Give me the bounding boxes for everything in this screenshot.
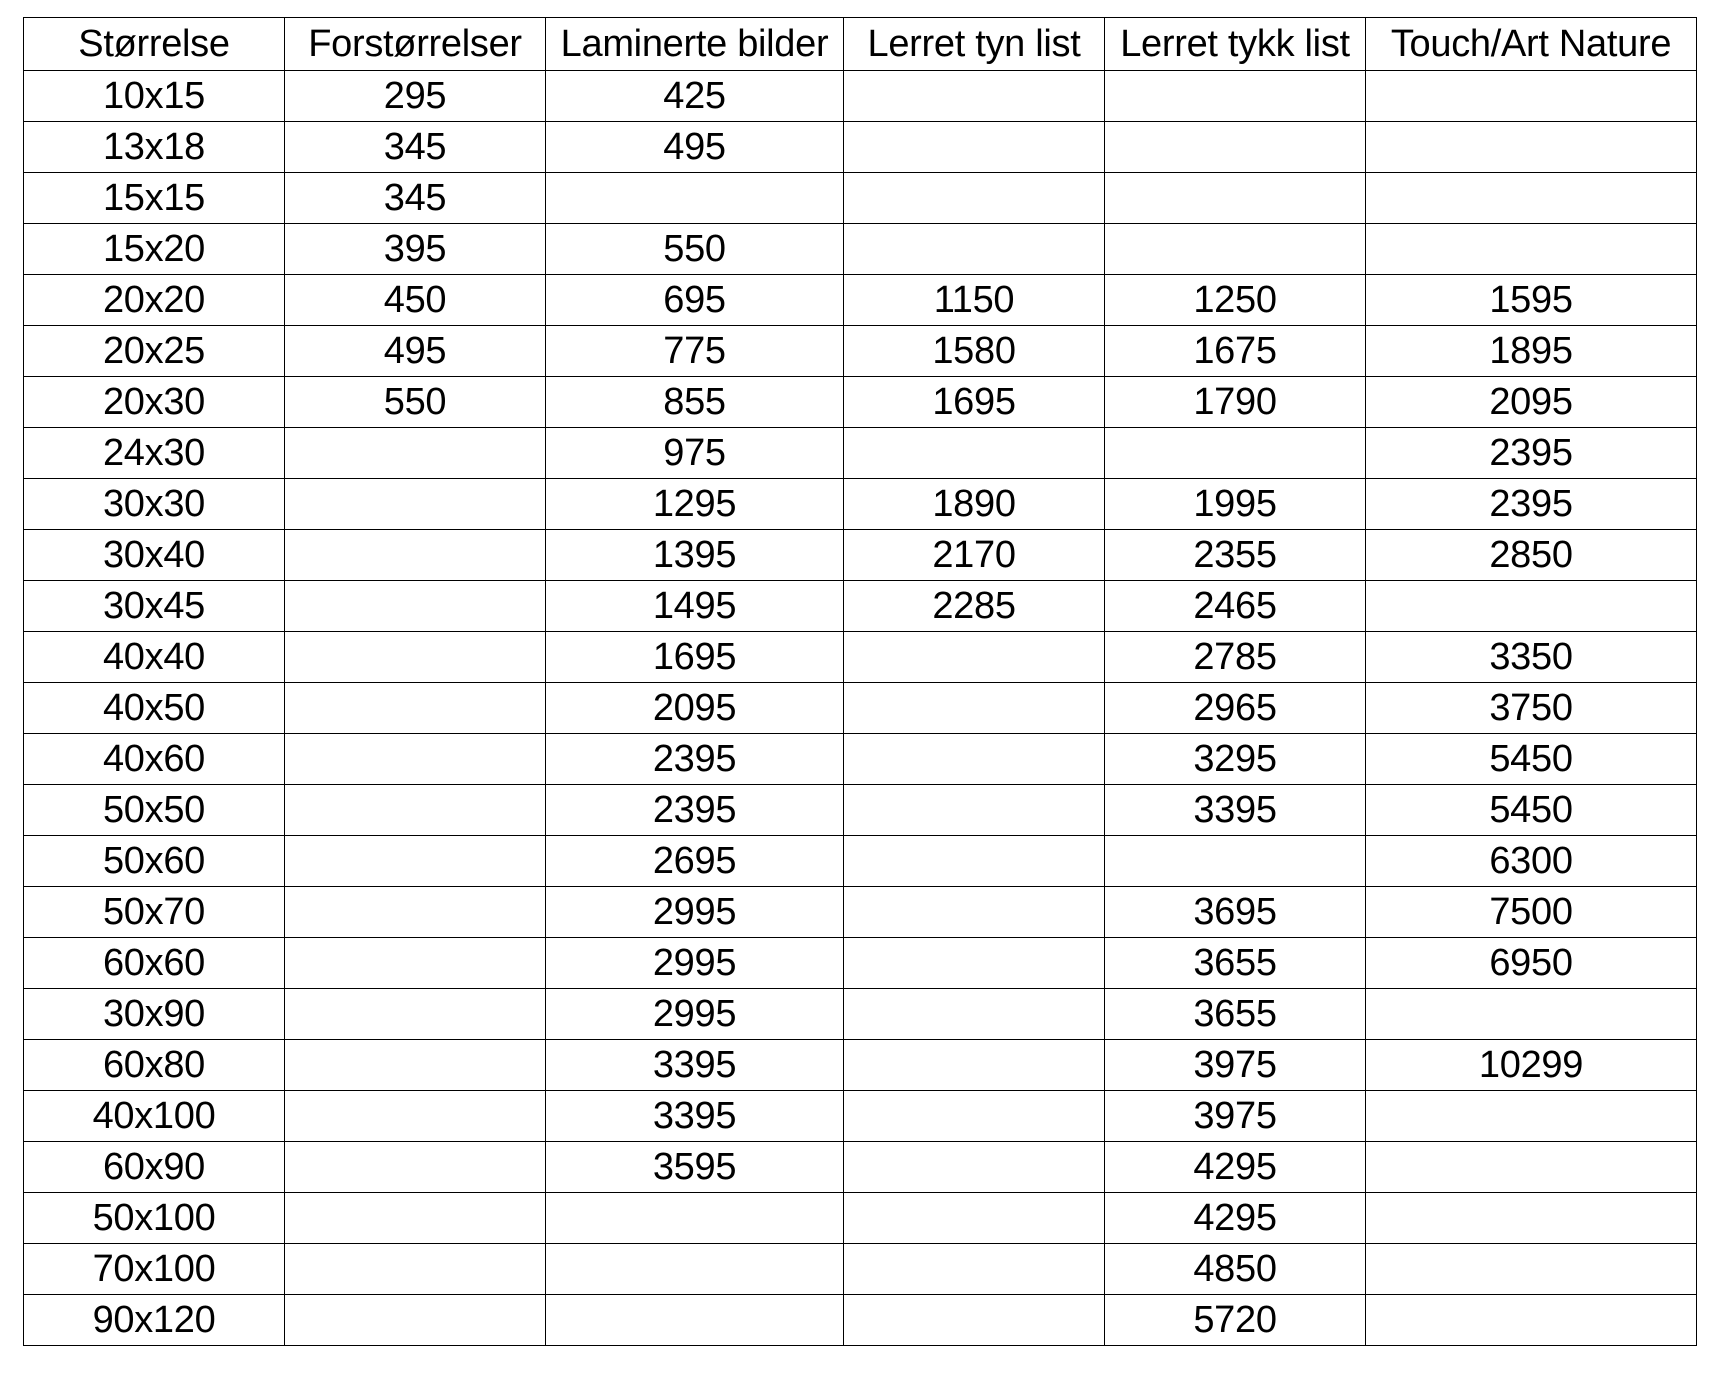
table-row: [24, 989, 1697, 1040]
touch-art-price-cell: 2395: [1366, 479, 1697, 530]
touch-art-price-cell: [1366, 173, 1697, 224]
canvas-thick-price-cell: 3695: [1105, 887, 1366, 938]
touch-art-price-cell: [1366, 1091, 1697, 1142]
canvas-thin-price-cell: 2170: [844, 530, 1105, 581]
table-row: [24, 1142, 1697, 1193]
laminated-price-cell: 3595: [546, 1142, 844, 1193]
size-cell: 15x15: [24, 173, 285, 224]
touch-art-price-cell: 3350: [1366, 632, 1697, 683]
enlargement-price-cell: 295: [285, 71, 546, 122]
touch-art-price-cell: 1895: [1366, 326, 1697, 377]
touch-art-price-cell: [1366, 1142, 1697, 1193]
canvas-thick-price-cell: 2965: [1105, 683, 1366, 734]
header-touch-art: Touch/Art Nature: [1366, 18, 1697, 71]
size-cell: 10x15: [24, 71, 285, 122]
canvas-thin-price-cell: 1580: [844, 326, 1105, 377]
size-cell: 50x70: [24, 887, 285, 938]
enlargement-price-cell: [285, 581, 546, 632]
canvas-thick-price-cell: 3295: [1105, 734, 1366, 785]
canvas-thin-price-cell: [844, 173, 1105, 224]
canvas-thin-price-cell: [844, 1142, 1105, 1193]
size-cell: 40x40: [24, 632, 285, 683]
canvas-thin-price-cell: [844, 836, 1105, 887]
size-cell: 90x120: [24, 1295, 285, 1346]
table-row: [24, 734, 1697, 785]
canvas-thin-price-cell: 2285: [844, 581, 1105, 632]
canvas-thin-price-cell: [844, 887, 1105, 938]
canvas-thick-price-cell: 4295: [1105, 1193, 1366, 1244]
table-row: [24, 224, 1697, 275]
table-row: [24, 377, 1697, 428]
canvas-thick-price-cell: [1105, 428, 1366, 479]
table-header: [24, 18, 1697, 71]
size-cell: 40x50: [24, 683, 285, 734]
laminated-price-cell: [546, 1244, 844, 1295]
enlargement-price-cell: 395: [285, 224, 546, 275]
canvas-thin-price-cell: 1890: [844, 479, 1105, 530]
touch-art-price-cell: [1366, 989, 1697, 1040]
touch-art-price-cell: 7500: [1366, 887, 1697, 938]
laminated-price-cell: 2995: [546, 989, 844, 1040]
touch-art-price-cell: 2395: [1366, 428, 1697, 479]
canvas-thick-price-cell: 1995: [1105, 479, 1366, 530]
touch-art-price-cell: 5450: [1366, 785, 1697, 836]
laminated-price-cell: 2395: [546, 734, 844, 785]
size-cell: 30x45: [24, 581, 285, 632]
header-canvas-thin: Lerret tyn list: [844, 18, 1105, 71]
header-row: [24, 18, 1697, 71]
size-cell: 20x25: [24, 326, 285, 377]
canvas-thick-price-cell: 4295: [1105, 1142, 1366, 1193]
table-body: [24, 71, 1697, 1346]
canvas-thin-price-cell: [844, 683, 1105, 734]
table-row: [24, 71, 1697, 122]
touch-art-price-cell: 6950: [1366, 938, 1697, 989]
canvas-thin-price-cell: [844, 1244, 1105, 1295]
touch-art-price-cell: [1366, 122, 1697, 173]
enlargement-price-cell: [285, 1193, 546, 1244]
table-row: [24, 122, 1697, 173]
touch-art-price-cell: [1366, 1193, 1697, 1244]
size-cell: 30x30: [24, 479, 285, 530]
touch-art-price-cell: [1366, 1244, 1697, 1295]
enlargement-price-cell: 345: [285, 122, 546, 173]
canvas-thin-price-cell: [844, 1193, 1105, 1244]
canvas-thick-price-cell: 4850: [1105, 1244, 1366, 1295]
enlargement-price-cell: [285, 1295, 546, 1346]
canvas-thin-price-cell: [844, 1295, 1105, 1346]
enlargement-price-cell: 495: [285, 326, 546, 377]
canvas-thick-price-cell: [1105, 173, 1366, 224]
size-cell: 20x20: [24, 275, 285, 326]
laminated-price-cell: 1395: [546, 530, 844, 581]
canvas-thin-price-cell: [844, 428, 1105, 479]
canvas-thin-price-cell: [844, 1091, 1105, 1142]
laminated-price-cell: 775: [546, 326, 844, 377]
canvas-thin-price-cell: [844, 71, 1105, 122]
canvas-thick-price-cell: 5720: [1105, 1295, 1366, 1346]
enlargement-price-cell: [285, 1244, 546, 1295]
canvas-thin-price-cell: 1695: [844, 377, 1105, 428]
table-row: [24, 836, 1697, 887]
table-row: [24, 581, 1697, 632]
touch-art-price-cell: 3750: [1366, 683, 1697, 734]
laminated-price-cell: 495: [546, 122, 844, 173]
enlargement-price-cell: [285, 1091, 546, 1142]
touch-art-price-cell: [1366, 581, 1697, 632]
canvas-thick-price-cell: [1105, 224, 1366, 275]
size-cell: 50x50: [24, 785, 285, 836]
table-row: [24, 275, 1697, 326]
size-cell: 20x30: [24, 377, 285, 428]
size-cell: 24x30: [24, 428, 285, 479]
enlargement-price-cell: [285, 938, 546, 989]
canvas-thick-price-cell: 2785: [1105, 632, 1366, 683]
enlargement-price-cell: [285, 989, 546, 1040]
table-row: [24, 1091, 1697, 1142]
size-cell: 40x60: [24, 734, 285, 785]
touch-art-price-cell: [1366, 224, 1697, 275]
touch-art-price-cell: 1595: [1366, 275, 1697, 326]
size-cell: 60x60: [24, 938, 285, 989]
size-cell: 30x40: [24, 530, 285, 581]
enlargement-price-cell: [285, 836, 546, 887]
canvas-thick-price-cell: 3975: [1105, 1040, 1366, 1091]
table-row: [24, 1040, 1697, 1091]
laminated-price-cell: 550: [546, 224, 844, 275]
header-canvas-thick: Lerret tykk list: [1105, 18, 1366, 71]
table-row: [24, 632, 1697, 683]
enlargement-price-cell: [285, 530, 546, 581]
canvas-thick-price-cell: 1790: [1105, 377, 1366, 428]
enlargement-price-cell: [285, 887, 546, 938]
canvas-thick-price-cell: 3975: [1105, 1091, 1366, 1142]
table-row: [24, 173, 1697, 224]
touch-art-price-cell: 5450: [1366, 734, 1697, 785]
canvas-thick-price-cell: 3395: [1105, 785, 1366, 836]
enlargement-price-cell: [285, 632, 546, 683]
canvas-thick-price-cell: 1250: [1105, 275, 1366, 326]
enlargement-price-cell: [285, 683, 546, 734]
enlargement-price-cell: [285, 785, 546, 836]
laminated-price-cell: 2095: [546, 683, 844, 734]
enlargement-price-cell: [285, 1142, 546, 1193]
canvas-thick-price-cell: 2355: [1105, 530, 1366, 581]
touch-art-price-cell: [1366, 71, 1697, 122]
touch-art-price-cell: 2095: [1366, 377, 1697, 428]
canvas-thick-price-cell: [1105, 71, 1366, 122]
table-row: [24, 785, 1697, 836]
header-enlargements: Forstørrelser: [285, 18, 546, 71]
canvas-thin-price-cell: [844, 122, 1105, 173]
canvas-thin-price-cell: [844, 632, 1105, 683]
enlargement-price-cell: 345: [285, 173, 546, 224]
laminated-price-cell: 855: [546, 377, 844, 428]
canvas-thick-price-cell: 3655: [1105, 938, 1366, 989]
size-cell: 13x18: [24, 122, 285, 173]
enlargement-price-cell: 550: [285, 377, 546, 428]
size-cell: 60x90: [24, 1142, 285, 1193]
canvas-thick-price-cell: 3655: [1105, 989, 1366, 1040]
size-cell: 15x20: [24, 224, 285, 275]
canvas-thick-price-cell: [1105, 122, 1366, 173]
size-cell: 40x100: [24, 1091, 285, 1142]
table-row: [24, 683, 1697, 734]
laminated-price-cell: 975: [546, 428, 844, 479]
size-cell: 50x100: [24, 1193, 285, 1244]
enlargement-price-cell: 450: [285, 275, 546, 326]
enlargement-price-cell: [285, 428, 546, 479]
canvas-thin-price-cell: [844, 1040, 1105, 1091]
laminated-price-cell: 695: [546, 275, 844, 326]
table-row: [24, 1244, 1697, 1295]
size-cell: 60x80: [24, 1040, 285, 1091]
canvas-thick-price-cell: 1675: [1105, 326, 1366, 377]
table-row: [24, 326, 1697, 377]
price-table: [23, 17, 1697, 1346]
laminated-price-cell: 2995: [546, 938, 844, 989]
header-laminated: Laminerte bilder: [546, 18, 844, 71]
laminated-price-cell: [546, 173, 844, 224]
canvas-thin-price-cell: [844, 224, 1105, 275]
size-cell: 30x90: [24, 989, 285, 1040]
table-row: [24, 1295, 1697, 1346]
laminated-price-cell: 1295: [546, 479, 844, 530]
canvas-thin-price-cell: 1150: [844, 275, 1105, 326]
canvas-thin-price-cell: [844, 734, 1105, 785]
laminated-price-cell: 3395: [546, 1040, 844, 1091]
laminated-price-cell: 2695: [546, 836, 844, 887]
table-row: [24, 938, 1697, 989]
laminated-price-cell: 425: [546, 71, 844, 122]
header-size: Størrelse: [24, 18, 285, 71]
enlargement-price-cell: [285, 734, 546, 785]
laminated-price-cell: 2995: [546, 887, 844, 938]
touch-art-price-cell: 6300: [1366, 836, 1697, 887]
laminated-price-cell: [546, 1193, 844, 1244]
table-row: [24, 887, 1697, 938]
table-row: [24, 479, 1697, 530]
touch-art-price-cell: 2850: [1366, 530, 1697, 581]
table-row: [24, 428, 1697, 479]
touch-art-price-cell: [1366, 1295, 1697, 1346]
laminated-price-cell: 3395: [546, 1091, 844, 1142]
enlargement-price-cell: [285, 1040, 546, 1091]
enlargement-price-cell: [285, 479, 546, 530]
canvas-thick-price-cell: 2465: [1105, 581, 1366, 632]
canvas-thin-price-cell: [844, 938, 1105, 989]
canvas-thin-price-cell: [844, 989, 1105, 1040]
size-cell: 50x60: [24, 836, 285, 887]
canvas-thin-price-cell: [844, 785, 1105, 836]
touch-art-price-cell: 10299: [1366, 1040, 1697, 1091]
laminated-price-cell: 1695: [546, 632, 844, 683]
canvas-thick-price-cell: [1105, 836, 1366, 887]
table-row: [24, 530, 1697, 581]
laminated-price-cell: 2395: [546, 785, 844, 836]
table-row: [24, 1193, 1697, 1244]
laminated-price-cell: 1495: [546, 581, 844, 632]
laminated-price-cell: [546, 1295, 844, 1346]
size-cell: 70x100: [24, 1244, 285, 1295]
